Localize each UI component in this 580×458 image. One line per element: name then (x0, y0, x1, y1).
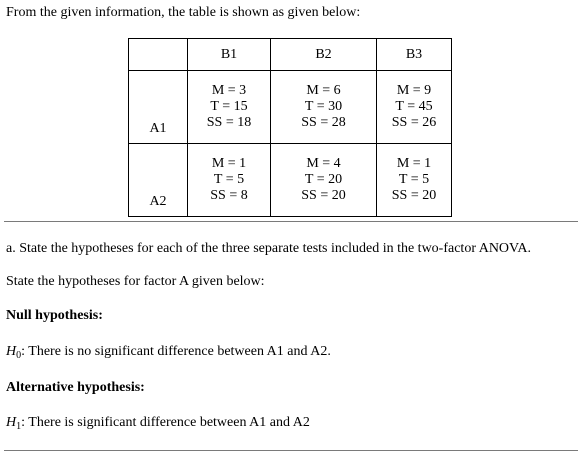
cell-total: T = 5 (398, 172, 430, 187)
table-row (129, 71, 452, 144)
alternative-hypothesis-heading: Alternative hypothesis: (6, 380, 145, 395)
table-header-b1: B1 (188, 39, 271, 71)
factor-a-instruction: State the hypotheses for factor A given below: (6, 274, 265, 289)
part-a-question: a. State the hypotheses for each of the three separate tests included in the two-factor ANOVA. (6, 241, 531, 256)
null-hypothesis-statement (6, 344, 331, 360)
cell-ss: SS = 20 (391, 188, 437, 203)
cell-total: T = 5 (213, 172, 245, 187)
cell-mean: M = 9 (396, 83, 432, 98)
data-table (128, 38, 452, 217)
cell-mean: M = 4 (306, 156, 341, 171)
cell-total: T = 45 (395, 99, 433, 114)
cell-ss: SS = 18 (206, 115, 252, 130)
table-row (129, 144, 452, 217)
row-label-a1: A1 (129, 71, 188, 144)
cell-ss: SS = 26 (391, 115, 437, 130)
h1-subscript: 1 (16, 421, 22, 432)
h0-symbol: H (6, 344, 17, 359)
table-header-corner (129, 39, 188, 71)
cell-total: T = 15 (210, 99, 248, 114)
cell-mean: M = 3 (211, 83, 247, 98)
table-cell (271, 144, 377, 217)
table-header-b2: B2 (271, 39, 377, 71)
cell-ss: SS = 28 (301, 115, 346, 130)
intro-text: From the given information, the table is shown as given below: (6, 5, 361, 20)
divider-top (4, 221, 578, 222)
table-cell (188, 144, 271, 217)
cell-mean: M = 1 (396, 156, 432, 171)
h1-symbol: H (6, 415, 17, 430)
h1-text: : There is significant difference between A1 and A2 (21, 415, 310, 430)
table-header-b3: B3 (377, 39, 452, 71)
table-header-row (129, 39, 452, 71)
table-cell (271, 71, 377, 144)
cell-total: T = 30 (304, 99, 343, 114)
cell-total: T = 20 (304, 172, 343, 187)
divider-bottom (4, 450, 578, 451)
table-cell (377, 144, 452, 217)
cell-mean: M = 6 (306, 83, 341, 98)
cell-ss: SS = 20 (301, 188, 346, 203)
h0-text: : There is no significant difference between A1 and A2. (21, 344, 331, 359)
row-label-a2: A2 (129, 144, 188, 217)
table-cell (377, 71, 452, 144)
table-cell (188, 71, 271, 144)
cell-ss: SS = 8 (210, 188, 248, 203)
h0-subscript: 0 (16, 350, 22, 361)
null-hypothesis-heading: Null hypothesis: (6, 308, 103, 323)
cell-mean: M = 1 (211, 156, 247, 171)
alternative-hypothesis-statement (6, 415, 310, 431)
